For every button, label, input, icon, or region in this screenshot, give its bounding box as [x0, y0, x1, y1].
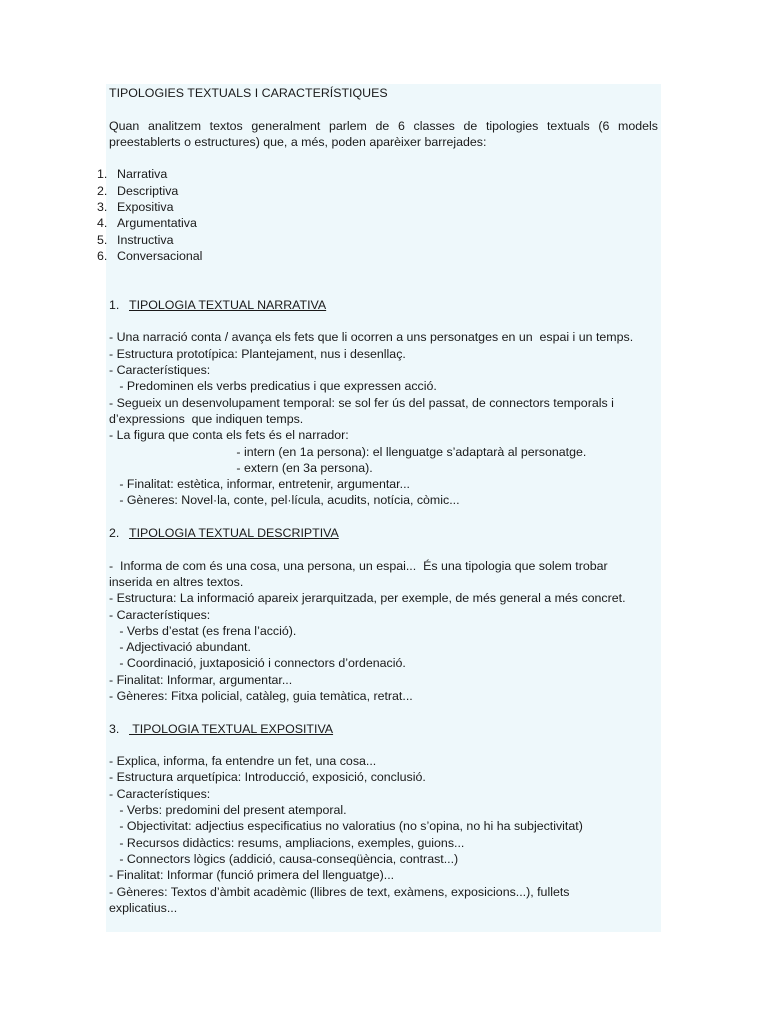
text-line: - Estructura: La informació apareix jerarquitzada, per exemple, de més general a més concret.	[109, 591, 626, 606]
intro-paragraph: Quan analitzem textos generalment parlem de 6 classes de tipologies textuals (6 models preestablerts o estructures) que, a més, poden aparèixer barrejades:	[109, 118, 658, 149]
text-line: - Connectors lògics (addició, causa-conseqüència, contrast...)	[109, 851, 459, 866]
text-line: explicatius...	[109, 900, 178, 915]
document-body	[97, 85, 658, 916]
text-line: - Adjectivació abundant.	[109, 640, 251, 655]
text-line: - extern (en 3a persona).	[109, 460, 373, 475]
text-line: - La figura que conta els fets és el narrador:	[109, 428, 349, 443]
list-item: 6. Conversacional	[97, 248, 203, 263]
text-line: - Gèneres: Fitxa policial, catàleg, guia temàtica, retrat...	[109, 688, 413, 703]
text-line: - Característiques:	[109, 607, 211, 622]
list-item: 2. Descriptiva	[97, 183, 179, 198]
text-line: - Coordinació, juxtaposició i connectors d’ordenació.	[109, 656, 406, 671]
section-heading-narrativa: 1. TIPOLOGIA TEXTUAL NARRATIVA	[109, 297, 327, 312]
text-line: - Objectivitat: adjectius especificatius no valoratius (no s’opina, no hi ha subjectivitat)	[109, 819, 583, 834]
text-line: - Gèneres: Novel·la, conte, pel·lícula, acudits, notícia, còmic...	[109, 493, 460, 508]
list-item: 4. Argumentativa	[97, 216, 197, 231]
text-line: - Característiques:	[109, 786, 211, 801]
text-line: - Estructura prototípica: Plantejament, nus i desenllaç.	[109, 346, 406, 361]
document-title: TIPOLOGIES TEXTUALS I CARACTERÍSTIQUES	[109, 86, 388, 100]
text-line: - Una narració conta / avança els fets que li ocorren a uns personatges en un espai i un temps.	[109, 330, 634, 345]
text-line: d’expressions que indiquen temps.	[109, 411, 304, 426]
text-line: - Finalitat: Informar, argumentar...	[109, 672, 293, 687]
section-heading-expositiva: 3. TIPOLOGIA TEXTUAL EXPOSITIVA	[109, 721, 334, 736]
types-list	[97, 166, 646, 264]
text-line: - Verbs: predomini del present atemporal.	[109, 803, 347, 818]
text-line: inserida en altres textos.	[109, 574, 244, 589]
list-item: 1. Narrativa	[97, 167, 168, 182]
text-line: - Gèneres: Textos d’àmbit acadèmic (llibres de text, exàmens, exposicions...), fullets	[109, 884, 570, 899]
text-line: - Recursos didàctics: resums, ampliacions, exemples, guions...	[109, 835, 465, 850]
list-item: 3. Expositiva	[97, 200, 174, 215]
text-line: - Finalitat: Informar (funció primera del llenguatge)...	[109, 868, 395, 883]
text-line: - Finalitat: estètica, informar, entretenir, argumentar...	[109, 477, 410, 492]
text-line: - intern (en 1a persona): el llenguatge s’adaptarà al personatge.	[109, 444, 587, 459]
text-line: - Predominen els verbs predicatius i que expressen acció.	[109, 379, 437, 394]
text-line: - Explica, informa, fa entendre un fet, una cosa...	[109, 754, 377, 769]
text-line: - Informa de com és una cosa, una persona, un espai... És una tipologia que solem trobar	[109, 558, 608, 573]
text-line: - Verbs d’estat (es frena l’acció).	[109, 623, 297, 638]
text-line: - Estructura arquetípica: Introducció, exposició, conclusió.	[109, 770, 426, 785]
text-line: - Segueix un desenvolupament temporal: se sol fer ús del passat, de connectors temporals i	[109, 395, 614, 410]
section-heading-descriptiva: 2. TIPOLOGIA TEXTUAL DESCRIPTIVA	[109, 526, 339, 541]
list-item: 5. Instructiva	[97, 232, 174, 247]
text-line: - Característiques:	[109, 363, 211, 378]
